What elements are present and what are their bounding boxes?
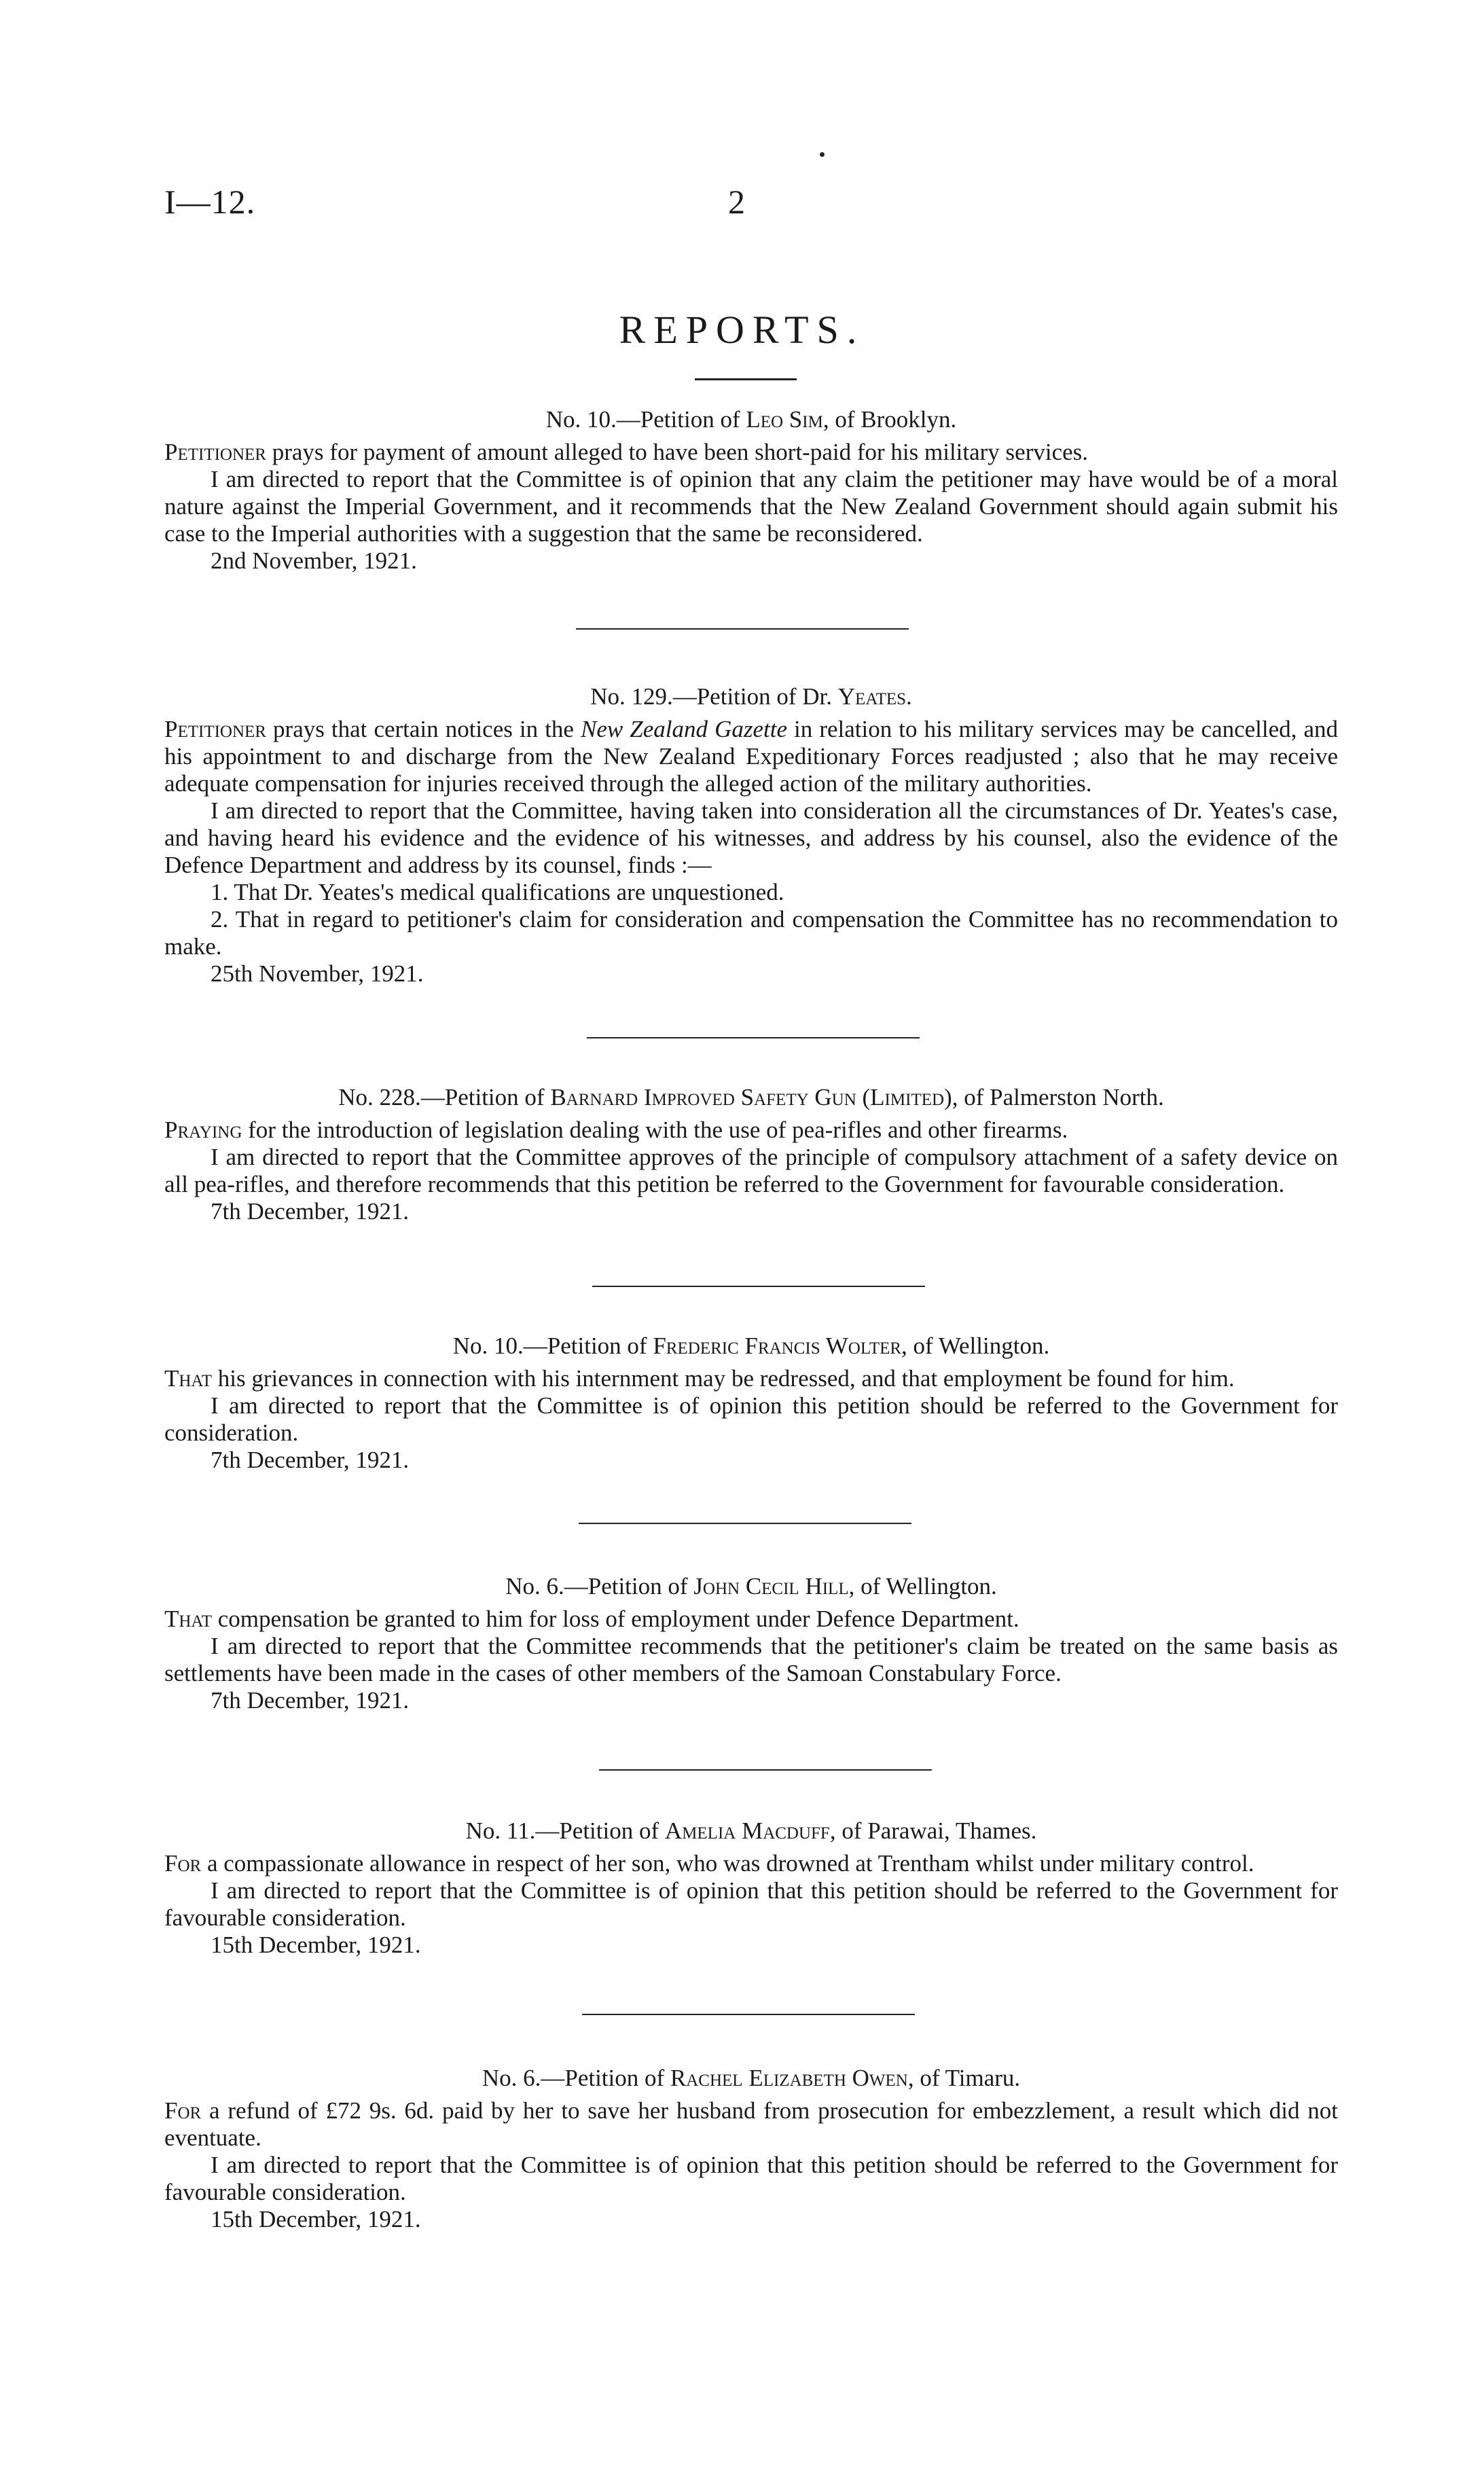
page-number: 2 <box>728 183 745 221</box>
report-date: 7th December, 1921. <box>211 1447 410 1473</box>
section-rule <box>599 1769 932 1771</box>
report-dr-yeates <box>164 683 1338 988</box>
report-hill <box>164 1573 1338 1714</box>
report-body: I am directed to report that the Committee is of opinion that any claim the petitioner may have would be of a moral nature against the Imperial Government, and it recommends that the New Zealand Government should again submit his case to the Imperial authorities with a suggestion that the same be reconsidered. <box>164 466 1338 547</box>
report-heading: No. 10.—Petition of Leo Sim, of Brooklyn. <box>545 406 957 433</box>
report-prayer: That his grievances in connection with his internment may be redressed, and that employment be found for him. <box>164 1365 1235 1392</box>
report-body: I am directed to report that the Committee is of opinion that this petition should be referred to the Government for favourable consideration. <box>164 1877 1338 1931</box>
report-macduff <box>164 1817 1338 1959</box>
report-body: I am directed to report that the Committee is of opinion this petition should be referred to the Government for consideration. <box>164 1392 1338 1446</box>
section-rule <box>587 1037 920 1038</box>
report-body: I am directed to report that the Committee approves of the principle of compulsory attachment of a safety device on all pea-rifles, and therefore recommends that this petition be referred to the Government for favourable consideration. <box>164 1144 1338 1197</box>
report-heading: No. 129.—Petition of Dr. Yeates. <box>590 683 912 710</box>
page-id: I—12. <box>164 183 256 221</box>
report-prayer: Petitioner prays that certain notices in the New Zealand Gazette in relation to his military services may be cancelled, and his appointment to and discharge from the New Zealand Expeditionary Forces readjusted ; also that he may receive adequate compensation for injuries received through the alleged action of the military authorities. <box>164 716 1338 797</box>
report-prayer: That compensation be granted to him for loss of employment under Defence Department. <box>164 1606 1019 1632</box>
report-wolter <box>164 1333 1338 1474</box>
report-date: 15th December, 1921. <box>211 1932 421 1958</box>
report-body: I am directed to report that the Committee is of opinion that this petition should be referred to the Government for favourable consideration. <box>164 2152 1338 2205</box>
section-rule <box>579 1523 911 1524</box>
report-date: 7th December, 1921. <box>211 1687 410 1714</box>
report-body: I am directed to report that the Committee, having taken into consideration all the circumstances of Dr. Yeates's case, and having heard his evidence and the evidence of his witnesses, and address by his counsel, also the evidence of the Defence Department and address by its counsel, finds :— <box>164 797 1338 878</box>
title-rule <box>695 378 797 380</box>
report-prayer: For a refund of £72 9s. 6d. paid by her to save her husband from prosecution for embezzlement, a result which did not eventuate. <box>164 2097 1338 2151</box>
section-rule <box>592 1286 925 1287</box>
section-rule <box>582 2014 915 2015</box>
report-heading: No. 228.—Petition of Barnard Improved Safety Gun (Limited), of Palmerston North. <box>338 1084 1164 1110</box>
report-finding-2: 2. That in regard to petitioner's claim for consideration and compensation the Committee has no recommendation to make. <box>164 906 1338 960</box>
page-title: REPORTS. <box>619 308 865 352</box>
report-prayer: Praying for the introduction of legislation dealing with the use of pea-rifles and other firearms. <box>164 1117 1068 1143</box>
report-barnard <box>164 1084 1338 1225</box>
section-rule <box>576 628 909 630</box>
report-prayer: For a compassionate allowance in respect of her son, who was drowned at Trentham whilst under military control. <box>164 1850 1254 1877</box>
ink-dot <box>820 152 825 157</box>
report-date: 2nd November, 1921. <box>211 547 417 574</box>
report-finding-1: 1. That Dr. Yeates's medical qualifications are unquestioned. <box>211 879 784 905</box>
report-heading: No. 11.—Petition of Amelia Macduff, of Parawai, Thames. <box>465 1817 1037 1844</box>
report-leo-sim <box>164 406 1338 575</box>
report-date: 15th December, 1921. <box>211 2206 421 2232</box>
report-heading: No. 10.—Petition of Frederic Francis Wolter, of Wellington. <box>452 1333 1050 1359</box>
report-heading: No. 6.—Petition of Rachel Elizabeth Owen, of Timaru. <box>482 2065 1021 2091</box>
report-date: 25th November, 1921. <box>211 960 424 987</box>
report-owen <box>164 2065 1338 2233</box>
report-date: 7th December, 1921. <box>211 1198 410 1225</box>
report-prayer: Petitioner prays for payment of amount alleged to have been short-paid for his military services. <box>164 439 1089 465</box>
report-body: I am directed to report that the Committee recommends that the petitioner's claim be treated on the same basis as settlements have been made in the cases of other members of the Samoan Constabulary Force. <box>164 1633 1338 1686</box>
report-heading: No. 6.—Petition of John Cecil Hill, of Wellington. <box>505 1573 997 1599</box>
